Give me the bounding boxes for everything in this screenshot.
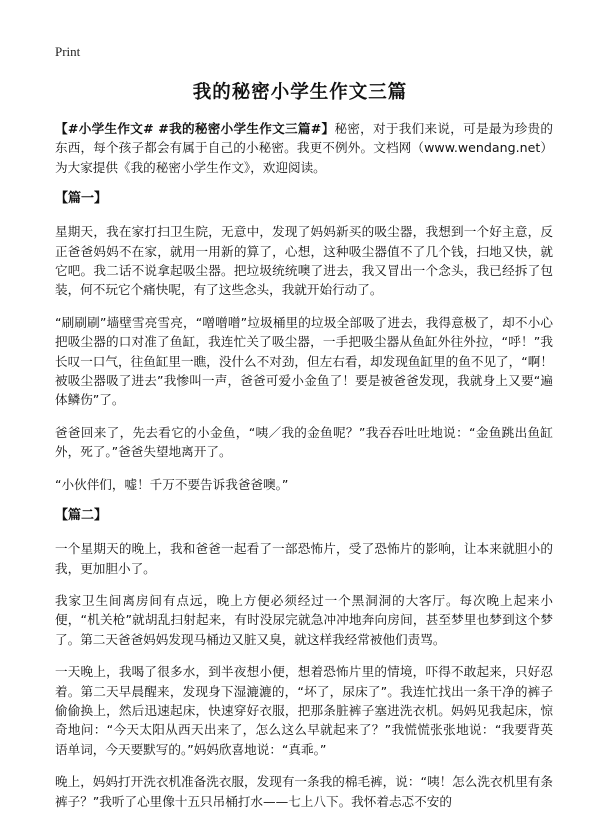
paragraph: 星期天，我在家打扫卫生院，无意中，发现了妈妈新买的吸尘器，我想到一个好主意，反正爸爸妈妈不在家，就用一用新的算了，心想，这种吸尘器值不了几个钱，扫地又快，就它吧。我二话不说拿起吸尘器。把垃圾统统噢了进去，我又冒出一个念头，我已经拆了包装，何不玩它个痛快呢，有了这些念头，我就开始行动了。: [55, 224, 553, 298]
intro-text: 秘密，对于我们来说，可是最为珍贵的东西，每个孩子都会有属于自己的小秘密。我更不例外。文档网（www.wendang.net）为大家提供《我的秘密小学生作文》，欢迎阅读。: [55, 121, 554, 175]
document-body: [55, 119, 553, 824]
paragraph: 一个星期天的晚上，我和爸爸一起看了一部恐怖片，受了恐怖片的影响，让本来就胆小的我，更加胆小了。: [55, 541, 553, 576]
section-heading: 【篇一】: [55, 191, 108, 207]
paragraph: 晚上，妈妈打开洗衣机准备洗衣服，发现有一条我的棉毛裤，说：“咦！怎么洗衣机里有条裤子？”我听了心里像十五只吊桶打水——七上八下。我怀着忐忑不安的: [55, 774, 553, 809]
intro-paragraph: [55, 119, 553, 177]
section-heading: 【篇二】: [55, 508, 108, 524]
paragraph: “小伙伴们，嘘！千万不要告诉我爸爸噢。”: [55, 476, 289, 492]
print-label: Print: [55, 44, 81, 59]
paragraph: 我家卫生间离房间有点远，晚上方便必须经过一个黑洞洞的大客厅。每次晚上起来小便，“机关枪”就胡乱扫射起来，有时没尿完就急冲冲地奔向房间，甚至梦里也梦到这个梦了。第二天爸爸妈妈发现马桶边又脏又臭，就这样我经常被他们责骂。: [55, 592, 553, 647]
document-title: 我的秘密小学生作文三篇: [192, 82, 408, 103]
paragraph: 爸爸回来了，先去看它的小金鱼，“咦／我的金鱼呢？”我吞吞吐吐地说：“金鱼跳出鱼缸外，死了。”爸爸失望地离开了。: [55, 424, 553, 460]
intro-tag: 【#小学生作文# #我的秘密小学生作文三篇#】: [55, 121, 335, 136]
paragraph: 一天晚上，我喝了很多水，到半夜想小便，想着恐怖片里的情境，吓得不敢起来，只好忍着。第二天早晨醒来，发现身下湿漉漉的，“坏了，尿床了”。我连忙找出一条干净的裤子偷偷换上，然后迅速起床，快速穿好衣服，把那条脏裤子塞进洗衣机。妈妈见我起床，惊奇地问：“今天太阳从西天出来了，怎么这么早就起来了？”我慌慌张张地说：“我要背英语单词，今天要默写的。”妈妈欣喜地说：“真乖。”: [55, 664, 553, 757]
paragraph: “刷刷刷”墙壁雪亮雪亮，“噌噌噌”垃圾桶里的垃圾全部吸了进去，我得意极了，却不小心把吸尘器的口对准了鱼缸，我连忙关了吸尘器，一手把吸尘器从鱼缸外往外拉，“呼！”我长叹一口气，往鱼缸里一瞧，没什么不对劲，但左右看，却发现鱼缸里的鱼不见了，“啊！被吸尘器吸了进去”我惨叫一声，爸爸可爱小金鱼了！要是被爸爸发现，我就身上又要“遍体鳞伤”了。: [55, 314, 553, 408]
